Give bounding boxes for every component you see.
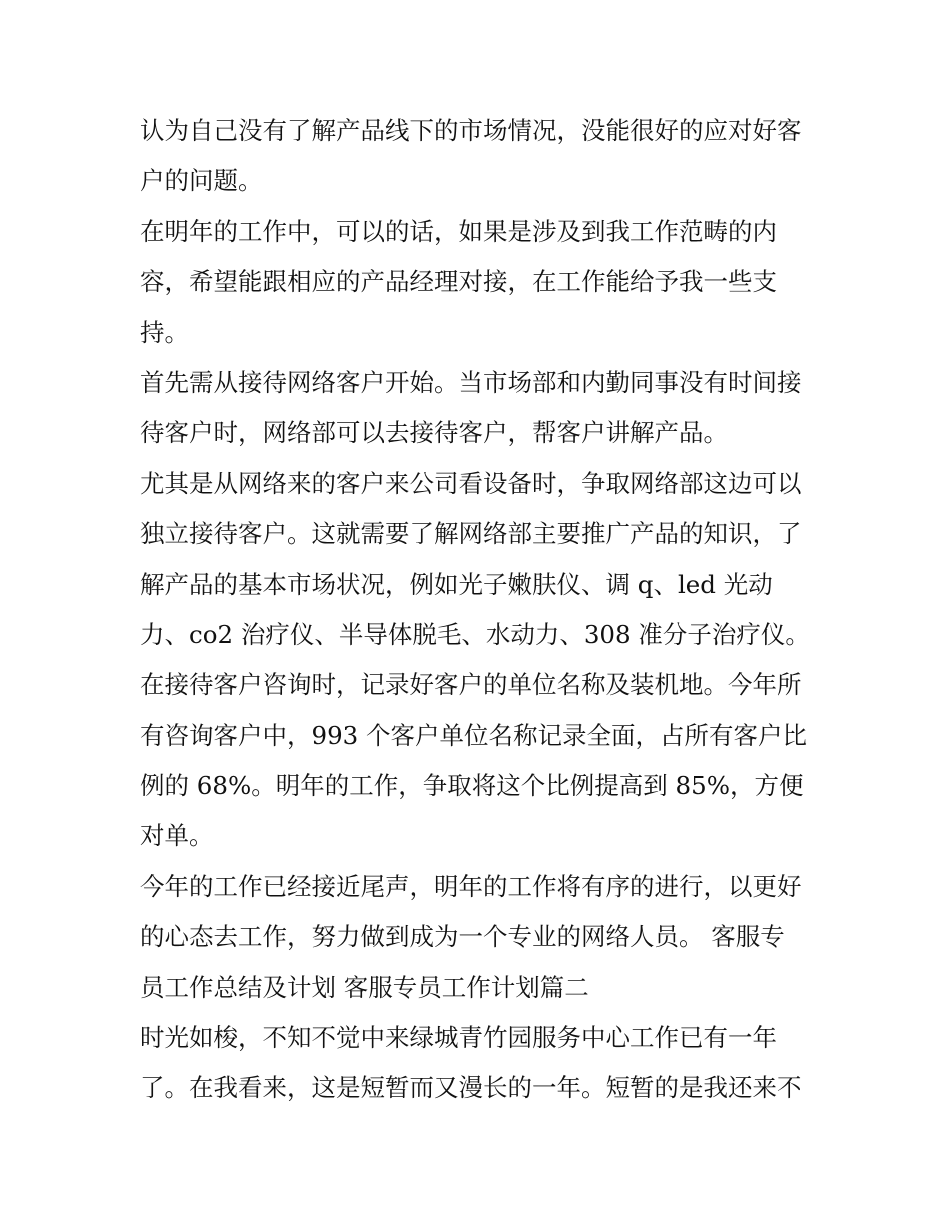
- text-line: 首先需从接待网络客户开始。当市场部和内勤同事没有时间接: [140, 367, 802, 397]
- text-line: 待客户时，网络部可以去接待客户，帮客户讲解产品。: [140, 418, 728, 448]
- text-line: 认为自己没有了解产品线下的市场情况，没能很好的应对好客: [140, 116, 802, 145]
- paragraph: [140, 459, 820, 661]
- paragraph: [140, 660, 820, 862]
- text-line: 在明年的工作中，可以的话，如果是涉及到我工作范畴的内: [140, 216, 777, 246]
- text-line: 今年的工作已经接近尾声，明年的工作将有序的进行，以更好: [140, 871, 802, 901]
- paragraph: [140, 358, 820, 459]
- text-line: 容，希望能跟相应的产品经理对接，在工作能给予我一些支: [140, 267, 777, 297]
- text-line: 尤其是从网络来的客户来公司看设备时，争取网络部这边可以: [140, 468, 802, 498]
- document-body: [140, 106, 820, 1114]
- text-line: 例的 68%。明年的工作，争取将这个比例提高到 85%，方便: [140, 771, 804, 801]
- paragraph: [140, 862, 820, 1013]
- text-line: 独立接待客户。这就需要了解网络部主要推广产品的知识，了: [140, 519, 802, 549]
- paragraph: [140, 1013, 820, 1114]
- text-line: 员工作总结及计划 客服专员工作计划篇二: [140, 972, 589, 1002]
- text-line: 在接待客户咨询时，记录好客户的单位名称及装机地。今年所: [140, 670, 802, 700]
- text-line: 的心态去工作，努力做到成为一个专业的网络人员。 客服专: [140, 922, 785, 952]
- text-line: 了。在我看来，这是短暂而又漫长的一年。短暂的是我还来不: [140, 1073, 802, 1103]
- text-line: 有咨询客户中，993 个客户单位名称记录全面，占所有客户比: [140, 720, 808, 750]
- text-line: 对单。: [140, 821, 214, 851]
- paragraph: [140, 106, 820, 207]
- text-line: 解产品的基本市场状况，例如光子嫩肤仪、调 q、led 光动: [140, 569, 773, 599]
- text-line: 时光如梭，不知不觉中来绿城青竹园服务中心工作已有一年: [140, 1023, 777, 1053]
- paragraph: [140, 207, 820, 358]
- text-line: 持。: [140, 317, 189, 347]
- text-line: 户的问题。: [140, 166, 263, 196]
- text-line: 力、co2 治疗仪、半导体脱毛、水动力、308 准分子治疗仪。: [140, 619, 810, 649]
